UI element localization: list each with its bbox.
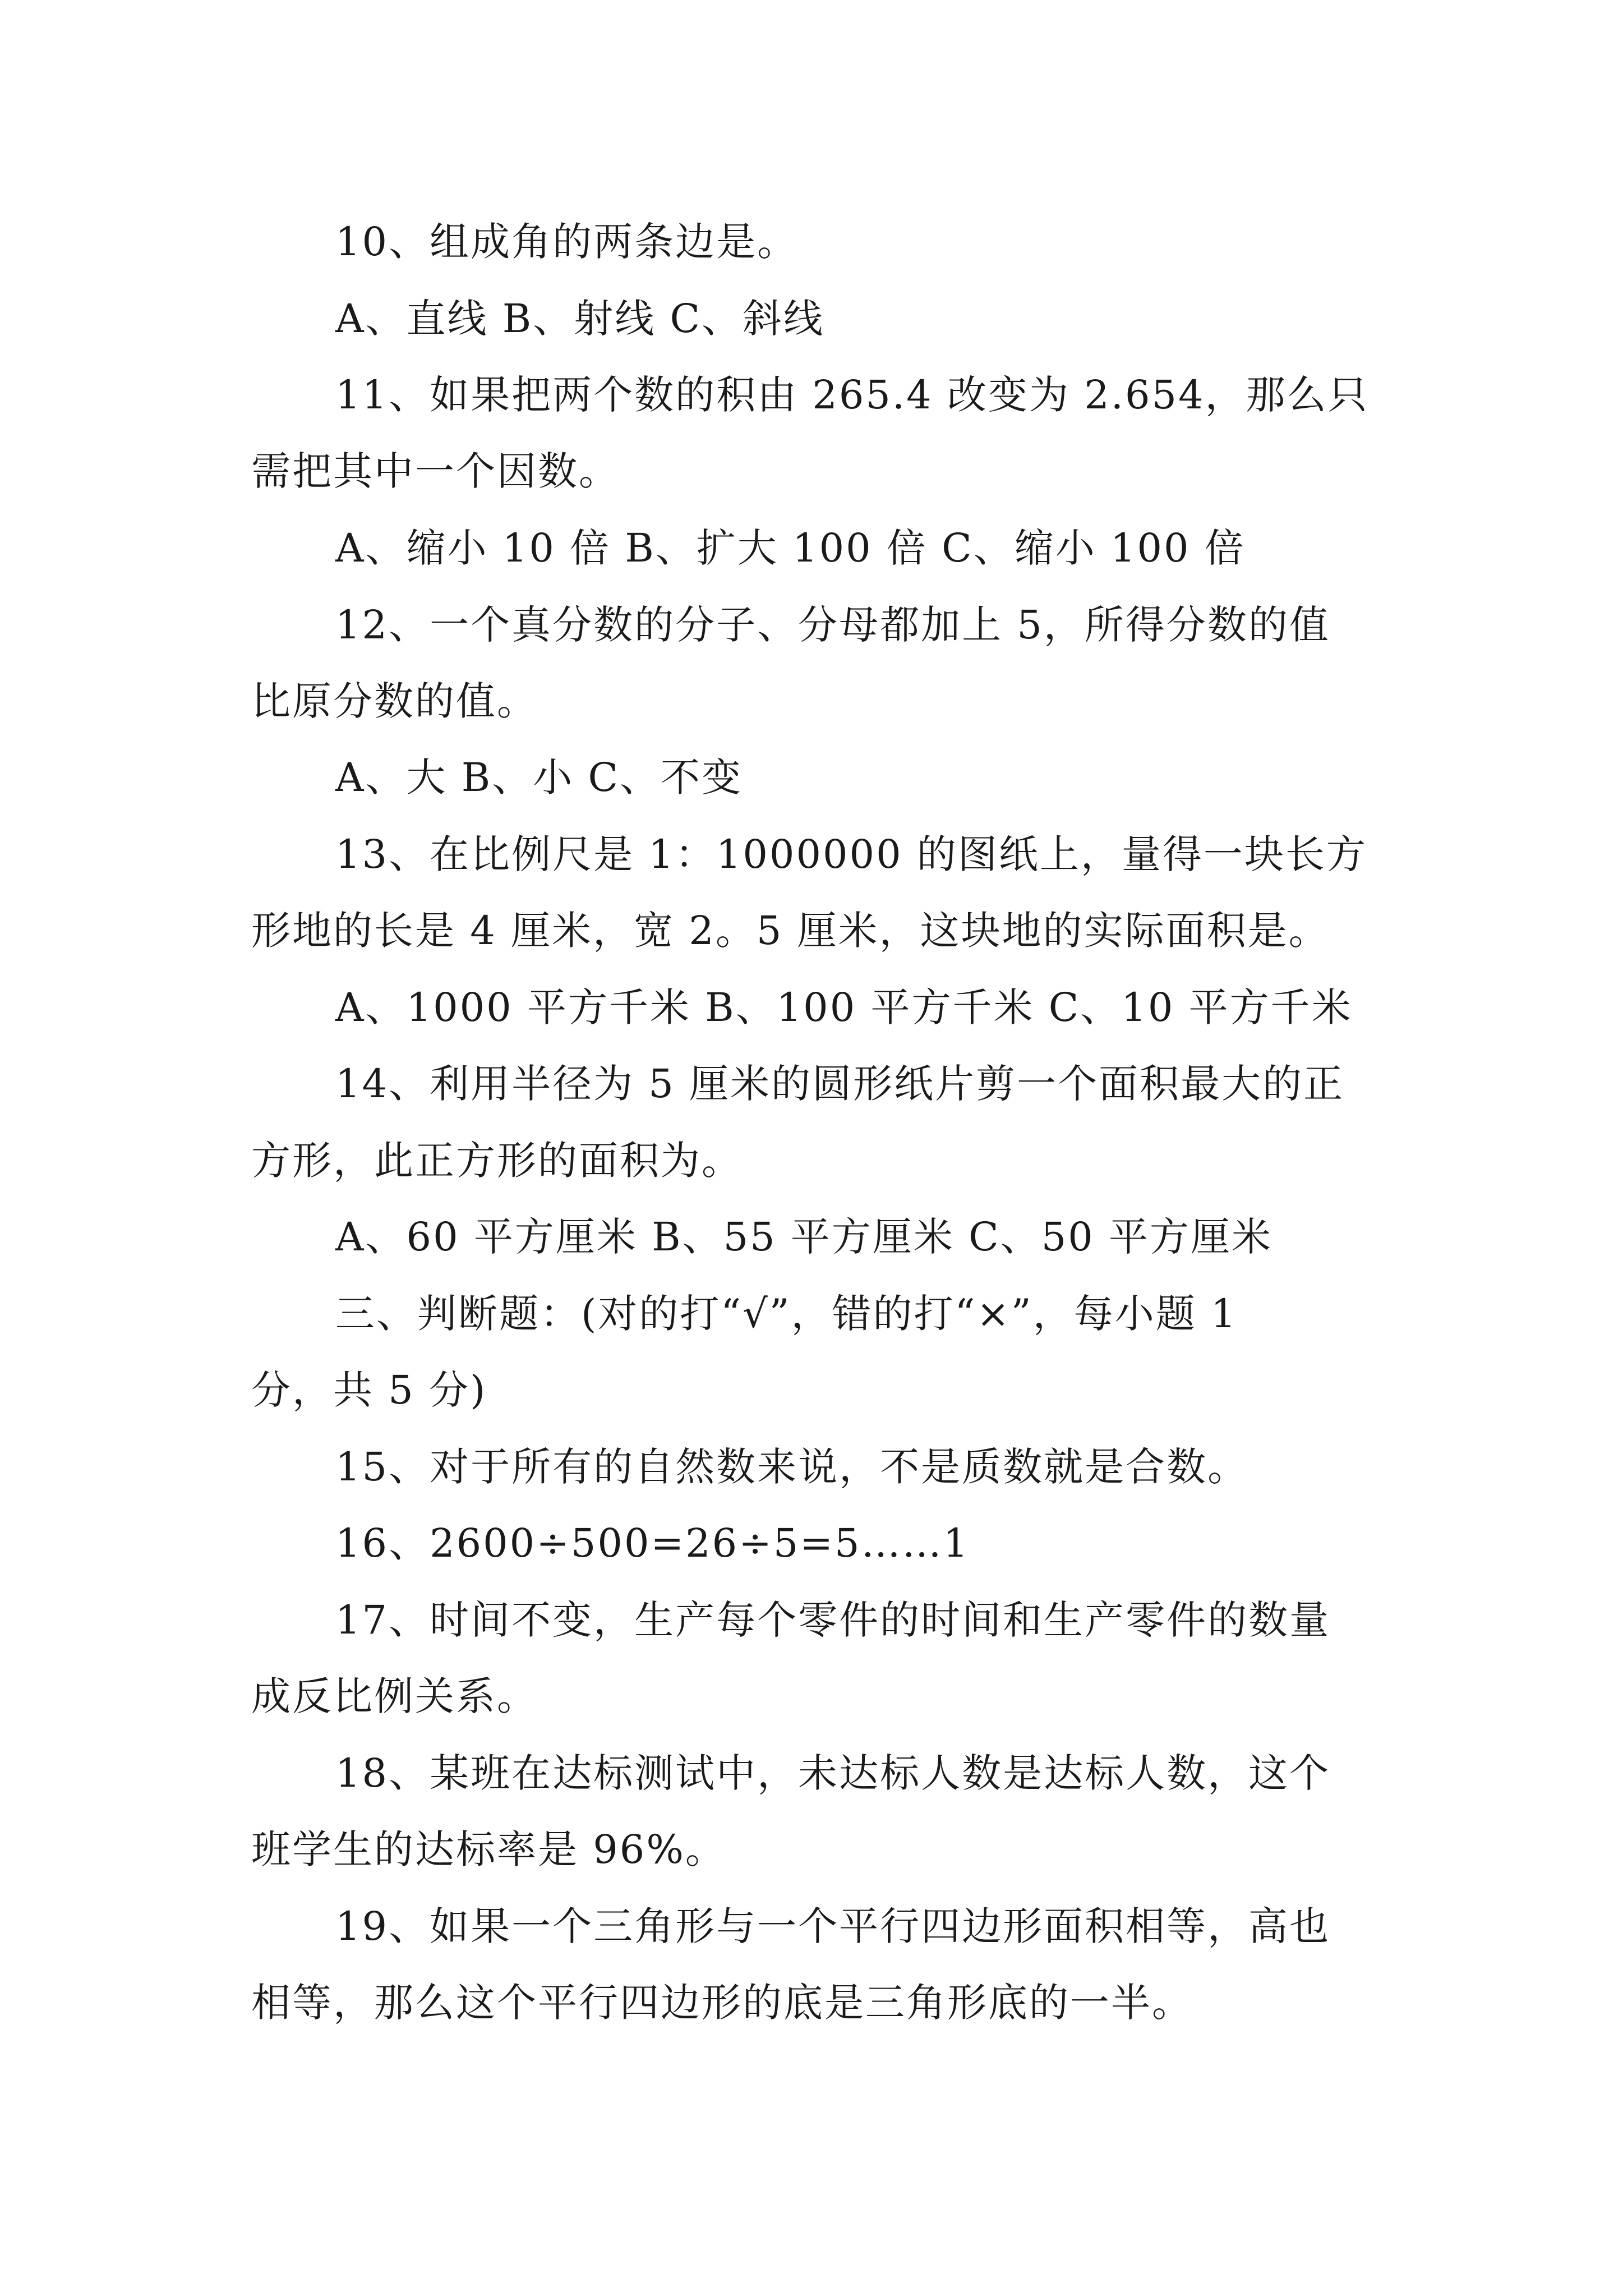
question-13-text-line-1: 13、在比例尺是 1：1000000 的图纸上，量得一块长方: [335, 831, 1367, 877]
section-3-heading-line-1: 三、判断题：(对的打“√”，错的打“×”，每小题 1: [335, 1291, 1238, 1337]
question-19-text-line-2: 相等，那么这个平行四边形的底是三角形底的一半。: [251, 1980, 1193, 2026]
question-11-text-line-1: 11、如果把两个数的积由 265.4 改变为 2.654，那么只: [335, 372, 1369, 418]
question-17-text-line-2: 成反比例关系。: [251, 1673, 538, 1719]
question-18-text-line-2: 班学生的达标率是 96%。: [251, 1826, 726, 1872]
section-3-heading-line-2: 分，共 5 分): [251, 1367, 487, 1413]
question-11-options: A、缩小 10 倍 B、扩大 100 倍 C、缩小 100 倍: [335, 525, 1246, 571]
question-15-text: 15、对于所有的自然数来说，不是质数就是合数。: [335, 1444, 1249, 1490]
question-14-text-line-1: 14、利用半径为 5 厘米的圆形纸片剪一个面积最大的正: [335, 1061, 1345, 1107]
question-13-text-line-2: 形地的长是 4 厘米，宽 2。5 厘米，这块地的实际面积是。: [251, 908, 1330, 954]
question-14-text-line-2: 方形，此正方形的面积为。: [251, 1138, 743, 1184]
question-19-text-line-1: 19、如果一个三角形与一个平行四边形面积相等，高也: [335, 1903, 1331, 1949]
question-10-text: 10、组成角的两条边是。: [335, 219, 799, 265]
question-17-text-line-1: 17、时间不变，生产每个零件的时间和生产零件的数量: [335, 1597, 1331, 1643]
question-18-text-line-1: 18、某班在达标测试中，未达标人数是达标人数，这个: [335, 1750, 1331, 1796]
question-10-options: A、直线 B、射线 C、斜线: [335, 296, 825, 342]
question-12-text-line-2: 比原分数的值。: [251, 678, 538, 724]
question-11-text-line-2: 需把其中一个因数。: [251, 448, 620, 494]
question-14-options: A、60 平方厘米 B、55 平方厘米 C、50 平方厘米: [335, 1214, 1273, 1260]
question-13-options: A、1000 平方千米 B、100 平方千米 C、10 平方千米: [335, 984, 1353, 1030]
question-16-text: 16、2600÷500=26÷5=5……1: [335, 1520, 970, 1566]
question-12-text-line-1: 12、一个真分数的分子、分母都加上 5，所得分数的值: [335, 602, 1330, 648]
question-12-options: A、大 B、小 C、不变: [335, 754, 743, 800]
